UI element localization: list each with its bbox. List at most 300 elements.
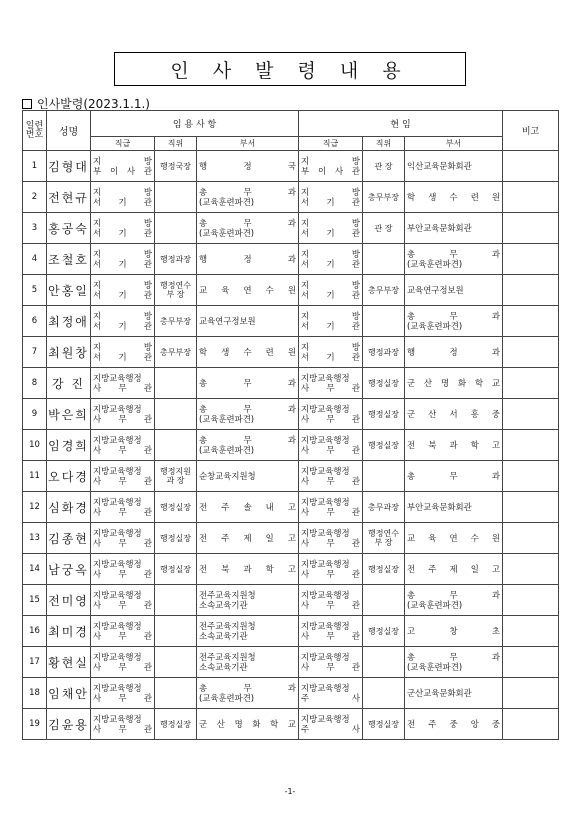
person-name: 황현실: [47, 647, 91, 678]
appoint-grade-line: 서 기 관: [93, 352, 152, 362]
person-name: 최미경: [47, 616, 91, 647]
row-number: 7: [23, 337, 47, 368]
appoint-dept-line: 소속교육기관: [199, 662, 248, 672]
appoint-grade: [91, 182, 155, 213]
current-dept-line: 군 산 명 화 학 교: [407, 378, 501, 388]
appoint-grade-line: 서 기 관: [93, 290, 152, 300]
current-grade-line: 지방교육행정: [301, 528, 350, 538]
current-position: 총무과장: [363, 492, 405, 523]
note-cell: [503, 430, 559, 461]
current-dept-line: 총 무 과: [407, 652, 501, 662]
appoint-position: [155, 647, 197, 678]
current-dept-line: (교육훈련파견): [407, 259, 463, 269]
checkbox-square-icon: [22, 99, 32, 109]
appoint-dept: [197, 337, 299, 368]
current-dept-line: 총 무 과: [407, 249, 501, 259]
appoint-grade: [91, 616, 155, 647]
current-grade: [299, 709, 363, 740]
current-grade-line: 지 방: [301, 156, 361, 166]
appoint-dept: [197, 244, 299, 275]
table-row: [23, 368, 559, 399]
appoint-grade-line: 지 방: [93, 218, 152, 228]
row-number: 14: [23, 554, 47, 585]
person-name: 최정애: [47, 306, 91, 337]
appoint-dept-line: 행 정 과: [199, 254, 297, 264]
appoint-position: [155, 368, 197, 399]
current-grade-line: 지 방: [301, 187, 361, 197]
current-dept-line: 익산교육문화회관: [407, 161, 472, 171]
appoint-dept-line: 총 무 과: [199, 218, 297, 228]
current-position: 행정실장: [363, 554, 405, 585]
appoint-position: [155, 182, 197, 213]
appoint-grade: [91, 647, 155, 678]
appoint-grade-line: 사 무 관: [93, 724, 152, 734]
person-name: 오다경: [47, 461, 91, 492]
current-grade: [299, 616, 363, 647]
appoint-grade-line: 지 방: [93, 311, 152, 321]
table-row: [23, 275, 559, 306]
person-name: 전현규: [47, 182, 91, 213]
note-cell: [503, 492, 559, 523]
current-position: 행정연수 부 장: [363, 523, 405, 554]
appoint-grade-line: 사 무 관: [93, 693, 152, 703]
person-name: 조철호: [47, 244, 91, 275]
person-name: 김형대: [47, 151, 91, 182]
appoint-dept: [197, 678, 299, 709]
current-position: 행정실장: [363, 709, 405, 740]
appoint-dept: [197, 616, 299, 647]
current-grade: [299, 430, 363, 461]
current-grade: [299, 151, 363, 182]
appoint-position: 행정연수 부 장: [155, 275, 197, 306]
appoint-grade: [91, 554, 155, 585]
table-row: [23, 213, 559, 244]
appoint-grade-line: 지방교육행정: [93, 559, 142, 569]
appoint-grade-line: 지 방: [93, 280, 152, 290]
appoint-dept-line: (교육훈련파견): [199, 228, 255, 238]
note-cell: [503, 306, 559, 337]
appoint-grade-line: 사 무 관: [93, 445, 152, 455]
appoint-dept-line: 순창교육지원청: [199, 471, 256, 481]
appoint-position: 행정실장: [155, 523, 197, 554]
row-number: 6: [23, 306, 47, 337]
appoint-grade-line: 지방교육행정: [93, 435, 142, 445]
appoint-grade-line: 지방교육행정: [93, 652, 142, 662]
appoint-grade: [91, 213, 155, 244]
appoint-grade: [91, 275, 155, 306]
appoint-dept: [197, 151, 299, 182]
current-dept-line: 고 창 초: [407, 626, 501, 636]
appoint-dept: [197, 306, 299, 337]
current-grade-line: 지 방: [301, 342, 361, 352]
current-grade-line: 지방교육행정: [301, 435, 350, 445]
current-grade-line: 서 기 관: [301, 352, 361, 362]
row-number: 18: [23, 678, 47, 709]
current-dept: [405, 213, 503, 244]
appoint-grade-line: 지 방: [93, 342, 152, 352]
note-cell: [503, 182, 559, 213]
row-number: 1: [23, 151, 47, 182]
appoint-grade-line: 사 무 관: [93, 507, 152, 517]
current-position: 행정실장: [363, 616, 405, 647]
person-name: 홍공숙: [47, 213, 91, 244]
person-name: 안홍일: [47, 275, 91, 306]
note-cell: [503, 244, 559, 275]
appoint-dept: [197, 213, 299, 244]
current-grade-line: 사 무 관: [301, 414, 361, 424]
current-grade-line: 사 무 관: [301, 476, 361, 486]
appoint-grade-line: 서 기 관: [93, 321, 152, 331]
appoint-grade-line: 지 방: [93, 249, 152, 259]
note-cell: [503, 368, 559, 399]
current-dept: [405, 337, 503, 368]
current-dept-line: 총 무 과: [407, 311, 501, 321]
current-grade-line: 지 방: [301, 249, 361, 259]
row-number: 2: [23, 182, 47, 213]
current-grade: [299, 337, 363, 368]
appoint-grade: [91, 430, 155, 461]
appoint-grade-line: 지방교육행정: [93, 404, 142, 414]
note-cell: [503, 554, 559, 585]
person-name: 강 진: [47, 368, 91, 399]
current-grade-line: 지 방: [301, 311, 361, 321]
current-position: 관 장: [363, 151, 405, 182]
current-position: 총무부장: [363, 182, 405, 213]
table-row: [23, 151, 559, 182]
appoint-dept-line: 총 무 과: [199, 404, 297, 414]
appoint-dept-line: 총 무 과: [199, 187, 297, 197]
appoint-dept-line: 학 생 수 련 원: [199, 347, 297, 357]
row-number: 17: [23, 647, 47, 678]
header-appoint-position: 직위: [155, 137, 197, 151]
section-label: 인사발령(2023.1.1.): [37, 97, 150, 111]
appoint-grade-line: 지 방: [93, 156, 152, 166]
note-cell: [503, 647, 559, 678]
current-dept: [405, 585, 503, 616]
appoint-position: 행정실장: [155, 554, 197, 585]
row-number: 15: [23, 585, 47, 616]
appoint-grade-line: 부 이 사 관: [93, 166, 152, 176]
note-cell: [503, 337, 559, 368]
current-dept: [405, 368, 503, 399]
table-row: [23, 306, 559, 337]
appoint-grade-line: 지방교육행정: [93, 621, 142, 631]
header-name: 성명: [47, 111, 91, 151]
appoint-grade-line: 지방교육행정: [93, 528, 142, 538]
current-grade: [299, 244, 363, 275]
current-grade-line: 부 이 사 관: [301, 166, 361, 176]
current-dept-line: 교육연구정보원: [407, 285, 464, 295]
note-cell: [503, 709, 559, 740]
appoint-grade-line: 지방교육행정: [93, 466, 142, 476]
note-cell: [503, 585, 559, 616]
appoint-grade-line: 사 무 관: [93, 600, 152, 610]
current-position: 행정실장: [363, 368, 405, 399]
note-cell: [503, 151, 559, 182]
person-name: 김윤용: [47, 709, 91, 740]
current-dept-line: 부안교육문화회관: [407, 223, 472, 233]
table-row: [23, 337, 559, 368]
appoint-grade: [91, 523, 155, 554]
appoint-position: 총무부장: [155, 306, 197, 337]
title-text: 인 사 발 령 내 용: [170, 59, 410, 82]
appoint-dept: [197, 585, 299, 616]
appoint-dept: [197, 461, 299, 492]
current-dept: [405, 492, 503, 523]
appoint-grade-line: 지방교육행정: [93, 497, 142, 507]
appoint-grade-line: 지방교육행정: [93, 714, 142, 724]
current-grade: [299, 306, 363, 337]
current-dept: [405, 461, 503, 492]
appoint-dept: [197, 368, 299, 399]
note-cell: [503, 678, 559, 709]
appoint-grade: [91, 492, 155, 523]
appoint-grade: [91, 461, 155, 492]
current-position: 관 장: [363, 213, 405, 244]
table-row: [23, 523, 559, 554]
appoint-grade-line: 지방교육행정: [93, 373, 142, 383]
appoint-grade: [91, 678, 155, 709]
current-dept-line: (교육훈련파견): [407, 662, 463, 672]
appoint-grade: [91, 306, 155, 337]
appoint-dept: [197, 647, 299, 678]
current-position: [363, 585, 405, 616]
appoint-position: 행정과장: [155, 244, 197, 275]
header-note: 비고: [503, 111, 559, 151]
current-dept-line: 군산교육문화회관: [407, 688, 472, 698]
table-row: [23, 461, 559, 492]
current-dept-line: 전 주 제 일 고: [407, 564, 501, 574]
page-number: -1-: [284, 787, 296, 796]
appoint-grade: [91, 709, 155, 740]
current-grade-line: 서 기 관: [301, 228, 361, 238]
current-grade-line: 서 기 관: [301, 197, 361, 207]
current-grade-line: 지방교육행정: [301, 714, 350, 724]
note-cell: [503, 399, 559, 430]
appoint-dept-line: (교육훈련파견): [199, 445, 255, 455]
table-row: [23, 182, 559, 213]
row-number: 16: [23, 616, 47, 647]
current-dept: [405, 182, 503, 213]
table-row: [23, 616, 559, 647]
header-appointment: 임 용 사 항: [91, 111, 299, 137]
current-grade-line: 지방교육행정: [301, 466, 350, 476]
current-position: [363, 244, 405, 275]
current-grade: [299, 399, 363, 430]
row-number: 4: [23, 244, 47, 275]
appoint-grade-line: 사 무 관: [93, 414, 152, 424]
appoint-position: 총무부장: [155, 337, 197, 368]
current-position: [363, 678, 405, 709]
current-grade-line: 사 무 관: [301, 569, 361, 579]
appoint-grade-line: 지 방: [93, 187, 152, 197]
appoint-grade: [91, 368, 155, 399]
note-cell: [503, 461, 559, 492]
appoint-position: [155, 616, 197, 647]
header-no: 일련 번호: [23, 111, 47, 151]
current-grade-line: 지방교육행정: [301, 652, 350, 662]
appoint-position: [155, 430, 197, 461]
appoint-grade-line: 서 기 관: [93, 197, 152, 207]
table-row: [23, 399, 559, 430]
current-position: [363, 306, 405, 337]
current-dept: [405, 554, 503, 585]
header-current-position: 직위: [363, 137, 405, 151]
table-row: [23, 678, 559, 709]
person-name: 김종현: [47, 523, 91, 554]
current-position: [363, 461, 405, 492]
table-row: [23, 709, 559, 740]
document-title: [114, 52, 466, 86]
current-grade-line: 주 사: [301, 724, 361, 734]
appoint-dept: [197, 709, 299, 740]
appointment-table: [22, 110, 559, 740]
current-dept: [405, 275, 503, 306]
current-grade-line: 지방교육행정: [301, 559, 350, 569]
person-name: 남궁옥: [47, 554, 91, 585]
appoint-grade-line: 사 무 관: [93, 476, 152, 486]
appoint-dept-line: 전주교육지원청: [199, 652, 256, 662]
header-current-grade: 직급: [299, 137, 363, 151]
appoint-dept: [197, 430, 299, 461]
current-dept: [405, 678, 503, 709]
appoint-grade-line: 사 무 관: [93, 662, 152, 672]
current-grade-line: 지방교육행정: [301, 683, 350, 693]
header-appoint-dept: 부서: [197, 137, 299, 151]
appoint-grade-line: 사 무 관: [93, 569, 152, 579]
current-grade: [299, 368, 363, 399]
table-row: [23, 244, 559, 275]
current-grade-line: 사 무 관: [301, 538, 361, 548]
appoint-grade-line: 서 기 관: [93, 228, 152, 238]
appoint-dept-line: 교 육 연 수 원: [199, 285, 297, 295]
appoint-position: 행정지원 과 장: [155, 461, 197, 492]
row-number: 12: [23, 492, 47, 523]
current-grade-line: 지 방: [301, 280, 361, 290]
appoint-dept-line: 소속교육기관: [199, 600, 248, 610]
current-grade-line: 사 무 관: [301, 600, 361, 610]
current-grade-line: 주 사: [301, 693, 361, 703]
table-row: [23, 554, 559, 585]
current-dept: [405, 430, 503, 461]
note-cell: [503, 275, 559, 306]
current-position: 행정과장: [363, 337, 405, 368]
table-row: [23, 647, 559, 678]
current-dept-line: 전 북 과 학 고: [407, 440, 501, 450]
appoint-grade-line: 사 무 관: [93, 538, 152, 548]
current-grade-line: 서 기 관: [301, 290, 361, 300]
row-number: 11: [23, 461, 47, 492]
current-grade-line: 사 무 관: [301, 383, 361, 393]
current-grade: [299, 585, 363, 616]
table-row: [23, 492, 559, 523]
note-cell: [503, 523, 559, 554]
appoint-dept: [197, 523, 299, 554]
current-dept-line: 군 산 서 흥 중: [407, 409, 501, 419]
appoint-dept: [197, 399, 299, 430]
current-position: 행정실장: [363, 430, 405, 461]
appoint-position: [155, 213, 197, 244]
current-dept: [405, 244, 503, 275]
current-grade: [299, 213, 363, 244]
appoint-dept: [197, 275, 299, 306]
current-grade-line: 지방교육행정: [301, 404, 350, 414]
appoint-dept-line: 소속교육기관: [199, 631, 248, 641]
appoint-position: 행정국장: [155, 151, 197, 182]
appoint-grade: [91, 585, 155, 616]
person-name: 임채안: [47, 678, 91, 709]
current-dept: [405, 399, 503, 430]
appoint-grade-line: 지방교육행정: [93, 683, 142, 693]
row-number: 13: [23, 523, 47, 554]
current-dept-line: 행 정 과: [407, 347, 501, 357]
appoint-grade: [91, 399, 155, 430]
appoint-dept-line: 전 주 제 일 고: [199, 533, 297, 543]
appoint-grade-line: 서 기 관: [93, 259, 152, 269]
appoint-dept-line: 총 무 과: [199, 378, 297, 388]
appoint-position: [155, 399, 197, 430]
row-number: 3: [23, 213, 47, 244]
person-name: 박은희: [47, 399, 91, 430]
appoint-dept-line: 행 정 국: [199, 161, 297, 171]
appoint-grade: [91, 244, 155, 275]
current-grade-line: 지방교육행정: [301, 373, 350, 383]
appoint-position: 행정실장: [155, 492, 197, 523]
appoint-dept-line: 총 무 과: [199, 435, 297, 445]
appoint-grade-line: 지방교육행정: [93, 590, 142, 600]
current-grade-line: 지방교육행정: [301, 497, 350, 507]
current-grade-line: 지방교육행정: [301, 590, 350, 600]
appoint-dept-line: 전 주 솔 내 고: [199, 502, 297, 512]
appoint-dept-line: 총 무 과: [199, 683, 297, 693]
appoint-dept-line: (교육훈련파견): [199, 197, 255, 207]
current-dept-line: 총 무 과: [407, 590, 501, 600]
appoint-dept-line: 군 산 명 화 학 교: [199, 719, 297, 729]
current-grade-line: 사 무 관: [301, 445, 361, 455]
table-row: [23, 430, 559, 461]
appoint-position: [155, 585, 197, 616]
appoint-grade: [91, 337, 155, 368]
current-dept-line: 학 생 수 련 원: [407, 192, 501, 202]
current-dept-line: 부안교육문화회관: [407, 502, 472, 512]
appoint-dept: [197, 492, 299, 523]
row-number: 5: [23, 275, 47, 306]
header-current: 현 임: [299, 111, 503, 137]
current-grade-line: 사 무 관: [301, 507, 361, 517]
current-dept: [405, 306, 503, 337]
appoint-grade-line: 사 무 관: [93, 383, 152, 393]
current-grade: [299, 275, 363, 306]
person-name: 최원창: [47, 337, 91, 368]
current-dept-line: 총 무 과: [407, 471, 501, 481]
current-grade: [299, 647, 363, 678]
appoint-dept-line: 전주교육지원청: [199, 590, 256, 600]
header-current-dept: 부서: [405, 137, 503, 151]
note-cell: [503, 616, 559, 647]
current-grade-line: 서 기 관: [301, 321, 361, 331]
appoint-position: 행정실장: [155, 709, 197, 740]
current-grade-line: 사 무 관: [301, 662, 361, 672]
person-name: 임경희: [47, 430, 91, 461]
current-position: 행정실장: [363, 399, 405, 430]
appoint-grade: [91, 151, 155, 182]
appoint-position: [155, 678, 197, 709]
appoint-dept: [197, 182, 299, 213]
current-grade-line: 사 무 관: [301, 631, 361, 641]
appoint-dept-line: (교육훈련파견): [199, 693, 255, 703]
current-position: [363, 647, 405, 678]
appoint-dept: [197, 554, 299, 585]
